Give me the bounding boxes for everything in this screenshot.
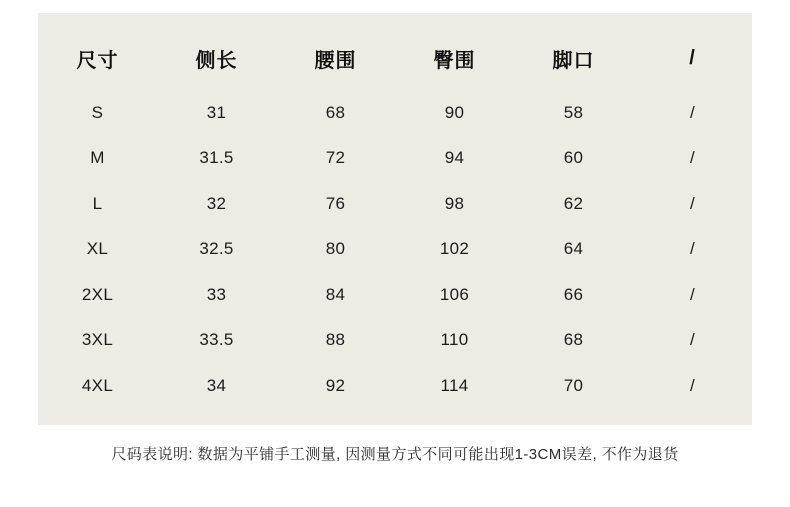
column-header-side-length: 侧长 [195,49,238,72]
cell-size: 4XL [81,375,114,395]
cell-leg-opening: 62 [563,193,584,213]
table-row-xl [38,227,752,273]
cell-size: 3XL [81,330,114,350]
cell-waist: 72 [325,148,346,168]
size-chart-panel [38,13,752,425]
cell-leg-opening: 60 [563,148,584,168]
cell-hip: 98 [444,193,465,213]
cell-leg-opening: 64 [563,239,584,259]
cell-waist: 68 [325,102,346,122]
column-header-slash: / [689,46,696,69]
cell-hip: 90 [444,102,465,122]
table-row-l [38,181,752,227]
cell-side-length: 31.5 [199,148,234,168]
cell-waist: 84 [325,284,346,304]
cell-hip: 106 [439,284,470,304]
column-header-size: 尺寸 [76,49,119,72]
cell-hip: 102 [439,239,470,259]
cell-size: S [91,102,104,122]
column-header-hip: 臀围 [433,49,476,72]
size-chart-disclaimer: 尺码表说明: 数据为平铺手工测量, 因测量方式不同可能出现1-3CM误差, 不作为退货 [111,446,679,463]
cell-slash: / [689,148,696,168]
cell-waist: 80 [325,239,346,259]
cell-slash: / [689,284,696,304]
cell-slash: / [689,193,696,213]
cell-side-length: 33.5 [199,330,234,350]
cell-hip: 114 [440,375,469,395]
cell-waist: 76 [325,193,346,213]
cell-hip: 94 [444,148,465,168]
cell-size: XL [86,239,109,259]
cell-side-length: 34 [206,375,227,395]
cell-size: L [92,193,103,213]
cell-slash: / [689,330,696,350]
cell-waist: 92 [325,375,346,395]
table-row-3xl [38,318,752,364]
table-header-row [38,26,752,90]
cell-leg-opening: 58 [563,102,584,122]
cell-size: 2XL [81,284,114,304]
table-row-4xl [38,363,752,409]
cell-slash: / [689,239,696,259]
table-row-s [38,90,752,136]
cell-side-length: 31 [206,102,227,122]
cell-waist: 88 [325,330,346,350]
cell-leg-opening: 70 [563,375,584,395]
cell-hip: 110 [440,330,469,350]
cell-side-length: 32.5 [199,239,234,259]
cell-size: M [90,148,105,168]
cell-slash: / [689,375,696,395]
cell-side-length: 33 [206,284,227,304]
column-header-waist: 腰围 [314,49,357,72]
cell-leg-opening: 68 [563,330,584,350]
table-row-2xl [38,272,752,318]
cell-slash: / [689,102,696,122]
cell-leg-opening: 66 [563,284,584,304]
column-header-leg-opening: 脚口 [552,49,595,72]
table-row-m [38,136,752,182]
cell-side-length: 32 [206,193,227,213]
